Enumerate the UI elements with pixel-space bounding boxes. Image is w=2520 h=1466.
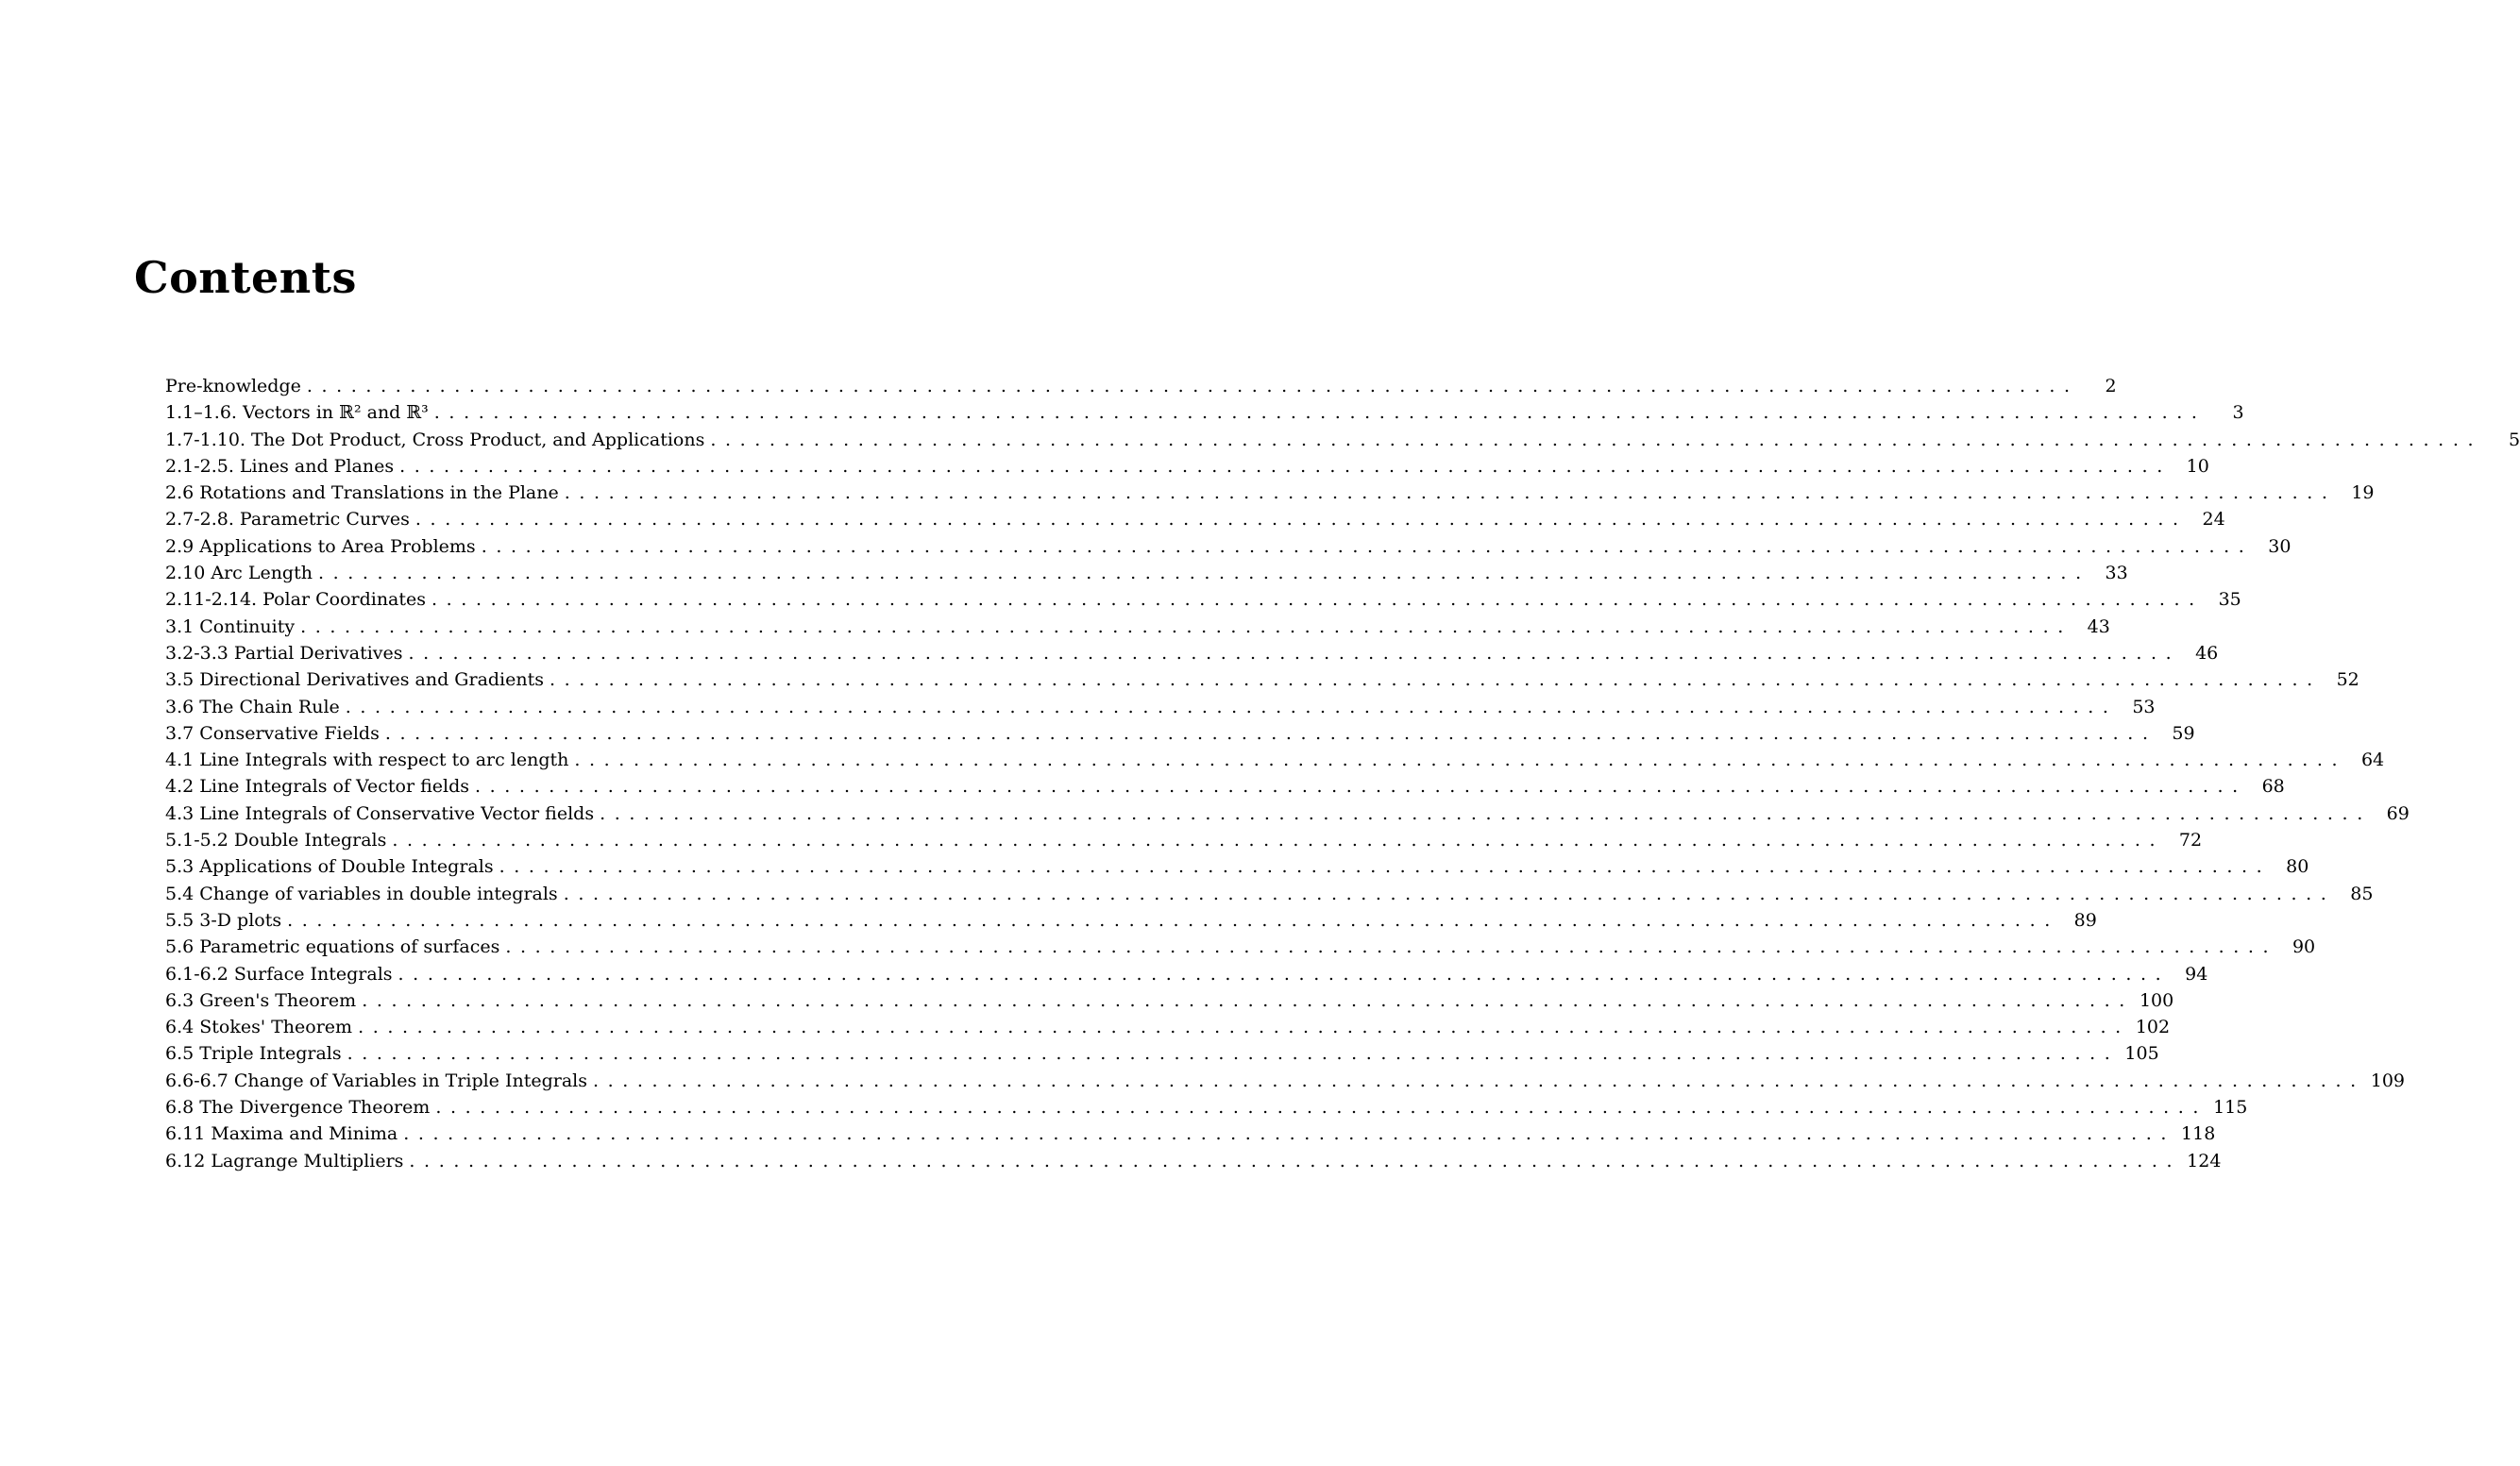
- toc-page-number: 5: [2509, 429, 2520, 450]
- toc-entry[interactable]: [165, 1068, 2405, 1094]
- toc-entry-label: 1.7-1.10. The Dot Product, Cross Product, and Applications: [165, 429, 705, 450]
- toc-page-number: 94: [2185, 963, 2208, 985]
- toc-page-number: 19: [2351, 482, 2375, 504]
- toc-entry-label: 5.1-5.2 Double Integrals: [165, 830, 387, 851]
- toc-entry[interactable]: [165, 640, 2219, 666]
- toc-dot-leader: ........................................................................................................................: [384, 722, 2157, 744]
- toc-entry-label: 6.5 Triple Integrals: [165, 1043, 342, 1065]
- toc-dot-leader: ........................................................................................................................: [499, 856, 2272, 878]
- toc-entry[interactable]: [165, 1148, 2222, 1174]
- toc-entry-label: 2.1-2.5. Lines and Planes: [165, 455, 395, 477]
- toc-dot-leader: ........................................................................................................................: [710, 429, 2483, 450]
- toc-entry-label: 2.10 Arc Length: [165, 563, 313, 584]
- toc-dot-leader: ........................................................................................................................: [300, 615, 2072, 637]
- toc-page-number: 102: [2135, 1017, 2171, 1038]
- toc-page-number: 68: [2261, 776, 2285, 798]
- toc-dot-leader: ........................................................................................................................: [409, 1150, 2182, 1171]
- toc-entry[interactable]: [165, 427, 2520, 453]
- toc-entry[interactable]: [165, 666, 2359, 693]
- toc-page-number: 100: [2139, 989, 2174, 1011]
- toc-entry[interactable]: [165, 934, 2316, 960]
- toc-entry[interactable]: [165, 987, 2174, 1014]
- toc-dot-leader: ........................................................................................................................: [592, 1070, 2365, 1091]
- toc-entry-label: 4.3 Line Integrals of Conservative Vector fields: [165, 802, 595, 824]
- toc-entry[interactable]: [165, 1094, 2248, 1121]
- toc-dot-leader: ........................................................................................................................: [431, 589, 2204, 611]
- toc-dot-leader: ........................................................................................................................: [397, 963, 2171, 985]
- toc-entry[interactable]: [165, 881, 2374, 907]
- toc-dot-leader: ........................................................................................................................: [403, 1123, 2176, 1145]
- toc-entry-label: 1.1–1.6. Vectors in ℝ² and ℝ³: [165, 402, 429, 424]
- toc-page-number: 43: [2087, 615, 2110, 637]
- toc-dot-leader: ........................................................................................................................: [433, 402, 2207, 424]
- toc-entry-label: 2.11-2.14. Polar Coordinates: [165, 589, 427, 611]
- table-of-contents: [165, 373, 2520, 1174]
- toc-page-number: 80: [2286, 856, 2309, 878]
- toc-entry[interactable]: [165, 1121, 2216, 1147]
- toc-page-number: 35: [2218, 589, 2241, 611]
- toc-dot-leader: ........................................................................................................................: [362, 989, 2134, 1011]
- toc-entry-label: 3.1 Continuity: [165, 615, 296, 637]
- toc-dot-leader: ........................................................................................................................: [317, 563, 2090, 584]
- toc-entry[interactable]: [165, 907, 2097, 934]
- toc-page-number: 109: [2370, 1070, 2405, 1091]
- toc-entry[interactable]: [165, 586, 2241, 613]
- toc-entry-label: 6.1-6.2 Surface Integrals: [165, 963, 393, 985]
- toc-entry[interactable]: [165, 614, 2110, 640]
- toc-dot-leader: ........................................................................................................................: [564, 482, 2337, 504]
- toc-dot-leader: ........................................................................................................................: [408, 642, 2181, 664]
- toc-page-number: 2: [2105, 376, 2117, 396]
- toc-page-number: 85: [2350, 883, 2374, 904]
- toc-page-number: 52: [2336, 669, 2359, 691]
- toc-dot-leader: ........................................................................................................................: [287, 909, 2059, 931]
- toc-dot-leader: ........................................................................................................................: [550, 669, 2322, 691]
- toc-page-number: 105: [2124, 1043, 2159, 1065]
- toc-page-number: 64: [2360, 750, 2385, 771]
- toc-entry-label: 3.5 Directional Derivatives and Gradients: [165, 669, 545, 691]
- toc-entry[interactable]: [165, 480, 2375, 506]
- toc-page-number: 89: [2073, 909, 2097, 931]
- toc-entry-label: 3.2-3.3 Partial Derivatives: [165, 642, 403, 664]
- toc-entry-label: 2.7-2.8. Parametric Curves: [165, 509, 410, 531]
- toc-dot-leader: ........................................................................................................................: [475, 776, 2247, 798]
- toc-entry-label: 4.1 Line Integrals with respect to arc length: [165, 750, 569, 771]
- toc-entry-label: 2.9 Applications to Area Problems: [165, 535, 476, 557]
- toc-dot-leader: ........................................................................................................................: [347, 1043, 2120, 1065]
- toc-entry-label: 4.2 Line Integrals of Vector fields: [165, 776, 470, 798]
- toc-entry-label: 3.7 Conservative Fields: [165, 722, 380, 744]
- page-title: Contents: [134, 252, 357, 303]
- toc-entry-label: 5.4 Change of variables in double integrals: [165, 883, 558, 904]
- toc-page-number: 115: [2213, 1097, 2248, 1119]
- toc-entry[interactable]: [165, 533, 2292, 560]
- toc-entry[interactable]: [165, 853, 2309, 880]
- toc-page-number: 124: [2187, 1150, 2222, 1171]
- toc-dot-leader: ........................................................................................................................: [399, 455, 2172, 477]
- toc-entry-label: 6.6-6.7 Change of Variables in Triple Integrals: [165, 1070, 587, 1091]
- toc-dot-leader: ........................................................................................................................: [306, 376, 2079, 396]
- toc-entry-label: 3.6 The Chain Rule: [165, 696, 340, 717]
- toc-entry[interactable]: [165, 720, 2195, 747]
- toc-entry-label: 6.3 Green's Theorem: [165, 989, 357, 1011]
- toc-dot-leader: ........................................................................................................................: [563, 883, 2336, 904]
- toc-dot-leader: ........................................................................................................................: [345, 696, 2118, 717]
- toc-dot-leader: ........................................................................................................................: [574, 750, 2347, 771]
- toc-page-number: 33: [2105, 563, 2128, 584]
- toc-entry-label: Pre-knowledge: [165, 376, 301, 396]
- toc-page-number: 72: [2178, 830, 2203, 851]
- toc-dot-leader: ........................................................................................................................: [358, 1017, 2130, 1038]
- toc-entry[interactable]: [165, 506, 2225, 532]
- toc-entry[interactable]: [165, 961, 2208, 987]
- toc-entry-label: 6.8 The Divergence Theorem: [165, 1097, 431, 1119]
- toc-entry-label: 5.5 3-D plots: [165, 909, 282, 931]
- toc-entry[interactable]: [165, 1040, 2159, 1067]
- toc-dot-leader: ........................................................................................................................: [435, 1097, 2208, 1119]
- toc-dot-leader: ........................................................................................................................: [392, 830, 2165, 851]
- toc-page-number: 118: [2181, 1123, 2216, 1145]
- toc-entry[interactable]: [165, 560, 2128, 586]
- toc-entry[interactable]: [165, 694, 2156, 720]
- toc-entry-label: 2.6 Rotations and Translations in the Plane: [165, 482, 559, 504]
- toc-dot-leader: ........................................................................................................................: [414, 509, 2188, 531]
- toc-dot-leader: ........................................................................................................................: [505, 936, 2278, 958]
- toc-entry[interactable]: [165, 373, 2117, 399]
- toc-page-number: 24: [2202, 509, 2225, 531]
- toc-page-number: 30: [2268, 535, 2292, 557]
- toc-entry[interactable]: [165, 827, 2203, 853]
- toc-page-number: 90: [2292, 936, 2316, 958]
- toc-dot-leader: ........................................................................................................................: [481, 535, 2254, 557]
- toc-entry[interactable]: [165, 453, 2209, 480]
- toc-dot-leader: ........................................................................................................................: [600, 802, 2372, 824]
- toc-entry-label: 6.4 Stokes' Theorem: [165, 1017, 353, 1038]
- toc-entry[interactable]: [165, 399, 2244, 426]
- toc-page-number: 46: [2195, 642, 2219, 664]
- toc-page-number: 69: [2386, 802, 2410, 824]
- toc-entry[interactable]: [165, 800, 2410, 827]
- toc-entry[interactable]: [165, 1014, 2171, 1040]
- toc-entry-label: 5.3 Applications of Double Integrals: [165, 856, 494, 878]
- toc-page-number: 59: [2172, 722, 2195, 744]
- toc-entry-label: 6.12 Lagrange Multipliers: [165, 1150, 404, 1171]
- toc-entry-label: 6.11 Maxima and Minima: [165, 1123, 398, 1145]
- toc-page-number: 53: [2132, 696, 2156, 717]
- toc-page-number: 3: [2232, 402, 2244, 424]
- toc-entry[interactable]: [165, 773, 2285, 800]
- toc-entry-label: 5.6 Parametric equations of surfaces: [165, 936, 500, 958]
- toc-entry[interactable]: [165, 747, 2385, 773]
- toc-page-number: 10: [2186, 455, 2209, 477]
